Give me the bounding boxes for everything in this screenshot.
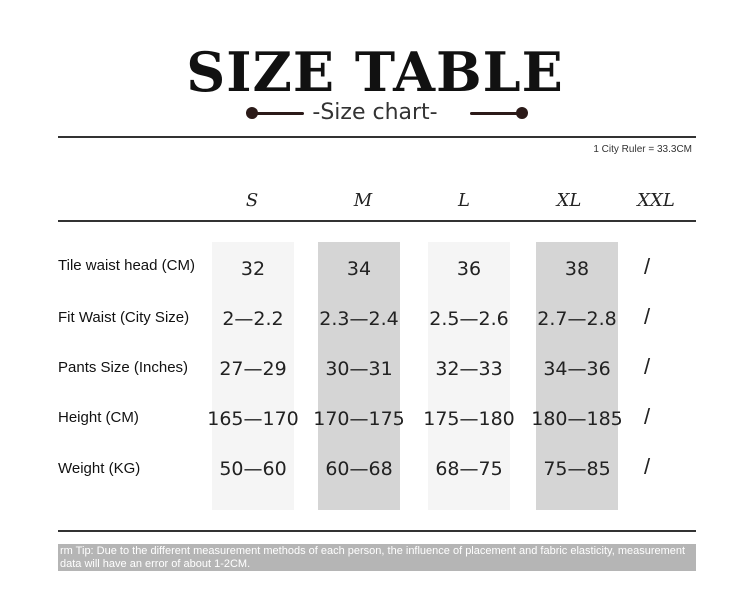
- subtitle-row: [0, 98, 750, 128]
- table-cell: /: [643, 254, 651, 279]
- table-cell: 175—180: [423, 408, 515, 430]
- size-header-xxl: XXL: [637, 190, 675, 211]
- table-cell: 32—33: [435, 358, 503, 380]
- table-cell: 2—2.2: [222, 308, 284, 330]
- table-cell: 32: [240, 258, 266, 280]
- table-cell: 68—75: [435, 458, 503, 480]
- table-cell: 60—68: [325, 458, 393, 480]
- size-header-xl: XL: [556, 190, 582, 211]
- table-cell: 27—29: [219, 358, 287, 380]
- table-cell: /: [643, 354, 651, 379]
- table-cell: 34—36: [543, 358, 611, 380]
- table-cell: /: [643, 454, 651, 479]
- table-cell: 36: [456, 258, 482, 280]
- page-title: SIZE TABLE: [186, 40, 564, 104]
- row-label: Height (CM): [58, 409, 139, 426]
- table-cell: /: [643, 404, 651, 429]
- table-cell: 30—31: [325, 358, 393, 380]
- size-header-m: M: [353, 190, 373, 211]
- table-cell: 2.7—2.8: [537, 308, 617, 330]
- table-cell: 38: [564, 258, 590, 280]
- subtitle: -Size chart-: [312, 100, 438, 125]
- size-header-l: L: [458, 190, 470, 211]
- table-cell: 170—175: [313, 408, 405, 430]
- row-label: Tile waist head (CM): [58, 257, 195, 274]
- table-cell: 34: [346, 258, 372, 280]
- measurement-tip: rm Tip: Due to the different measurement methods of each person, the influence of placement and fabric elasticity, measurement data will have an error of about 1-2CM.: [58, 544, 696, 571]
- top-divider: [58, 136, 696, 138]
- table-cell: 75—85: [543, 458, 611, 480]
- header-divider: [58, 220, 696, 222]
- row-label: Pants Size (Inches): [58, 359, 189, 376]
- size-header-s: S: [245, 190, 259, 211]
- ruler-note: 1 City Ruler = 33.3CM: [593, 144, 692, 155]
- row-label: Fit Waist (City Size): [58, 309, 190, 326]
- table-cell: 165—170: [207, 408, 299, 430]
- row-label: Weight (KG): [58, 460, 141, 477]
- table-cell: 2.5—2.6: [429, 308, 509, 330]
- table-cell: 2.3—2.4: [319, 308, 399, 330]
- bottom-divider: [58, 530, 696, 532]
- table-cell: /: [643, 304, 651, 329]
- table-cell: 50—60: [219, 458, 287, 480]
- table-cell: 180—185: [531, 408, 623, 430]
